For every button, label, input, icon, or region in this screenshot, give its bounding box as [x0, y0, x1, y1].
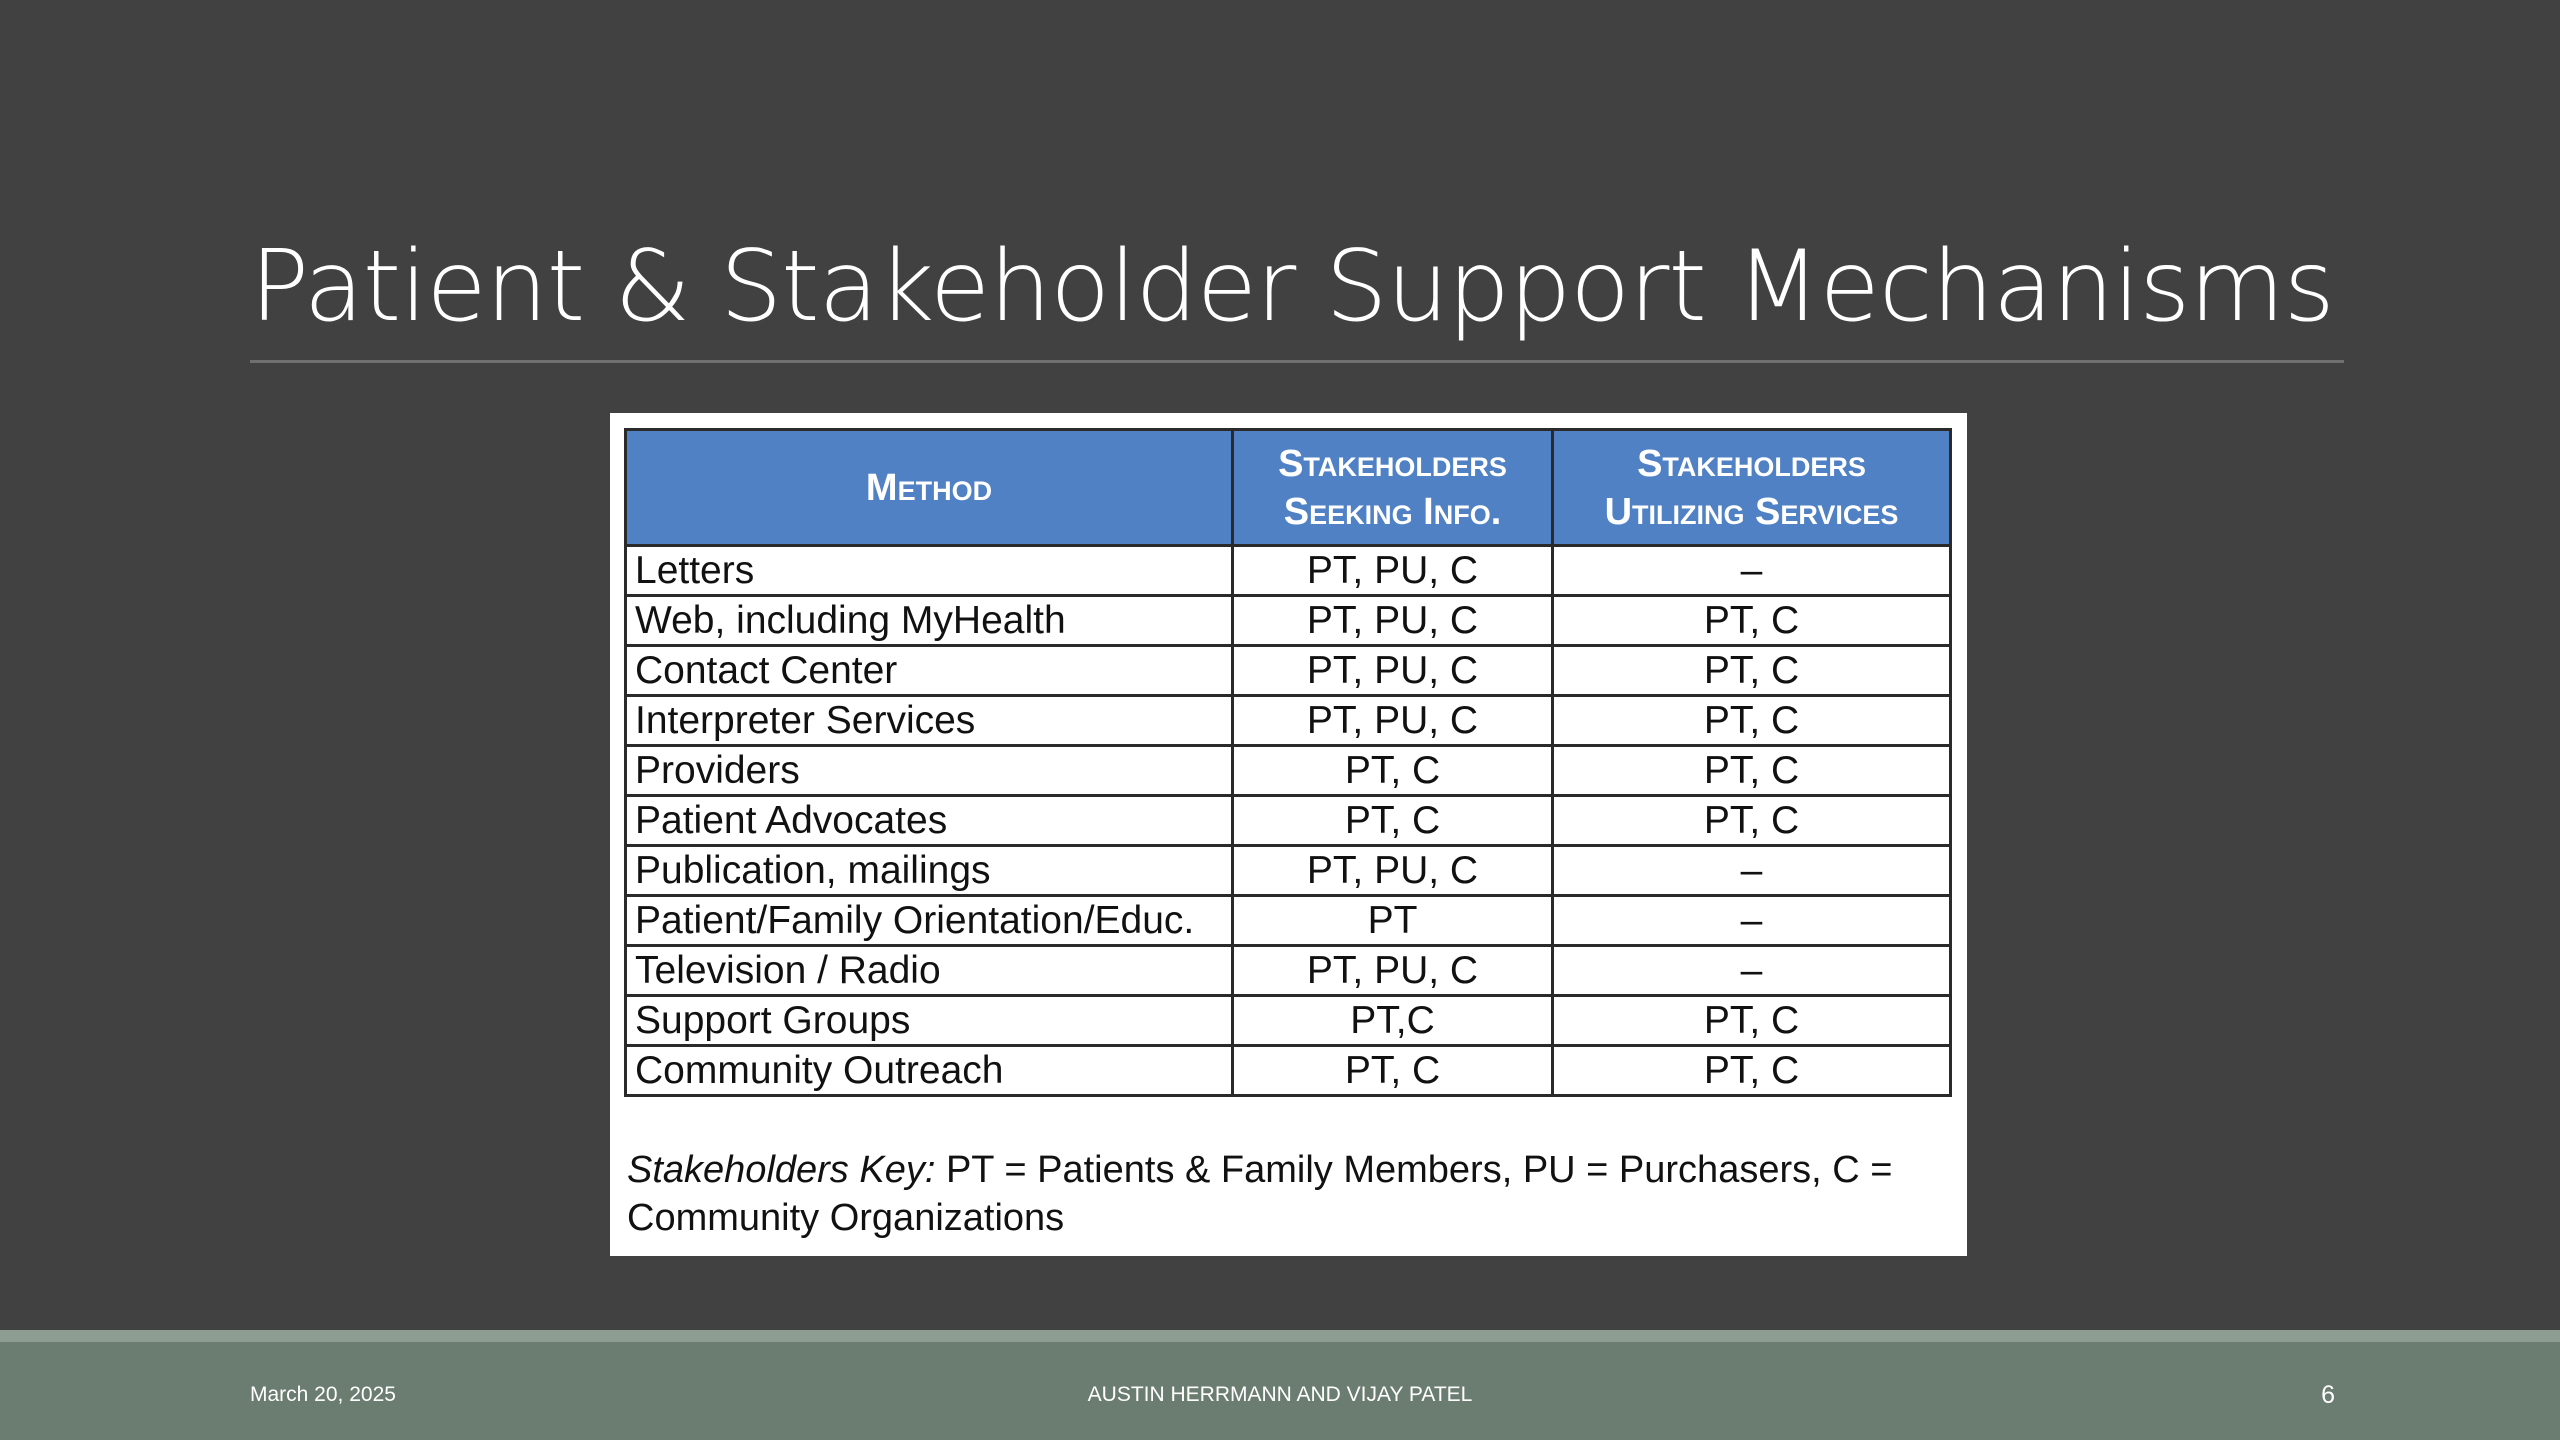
table-row	[626, 746, 1951, 796]
table-row	[626, 896, 1951, 946]
title-divider	[250, 360, 2344, 363]
methods-table	[624, 428, 1952, 1097]
footer-date: March 20, 2025	[250, 1383, 396, 1406]
stakeholders-key	[627, 1146, 1957, 1242]
utilizing-services-cell: PT, C	[1553, 996, 1951, 1046]
seeking-info-cell: PT, C	[1233, 796, 1553, 846]
seeking-info-cell: PT, PU, C	[1233, 946, 1553, 996]
seeking-info-cell: PT, C	[1233, 746, 1553, 796]
table-row	[626, 946, 1951, 996]
method-cell: Publication, mailings	[626, 846, 1233, 896]
column-header-seeking-info-label: Stakeholders Seeking Info.	[1278, 442, 1507, 533]
seeking-info-cell: PT, PU, C	[1233, 696, 1553, 746]
utilizing-services-cell: PT, C	[1553, 596, 1951, 646]
stakeholders-key-text: PT = Patients & Family Members, PU = Purchasers, C = Community Organizations	[627, 1149, 1893, 1239]
utilizing-services-cell: PT, C	[1553, 796, 1951, 846]
utilizing-services-cell: –	[1553, 546, 1951, 596]
seeking-info-cell: PT, PU, C	[1233, 596, 1553, 646]
page-number: 6	[2321, 1381, 2335, 1409]
utilizing-services-cell: PT, C	[1553, 646, 1951, 696]
seeking-info-cell: PT	[1233, 896, 1553, 946]
method-cell: Contact Center	[626, 646, 1233, 696]
table-row	[626, 646, 1951, 696]
method-cell: Community Outreach	[626, 1046, 1233, 1096]
method-cell: Support Groups	[626, 996, 1233, 1046]
column-header-utilizing-services	[1553, 430, 1951, 546]
table-row	[626, 1046, 1951, 1096]
table-row	[626, 796, 1951, 846]
stakeholders-key-label: Stakeholders Key:	[627, 1149, 936, 1191]
utilizing-services-cell: PT, C	[1553, 696, 1951, 746]
method-cell: Television / Radio	[626, 946, 1233, 996]
table-row	[626, 696, 1951, 746]
utilizing-services-cell: PT, C	[1553, 1046, 1951, 1096]
method-cell: Web, including MyHealth	[626, 596, 1233, 646]
table-row	[626, 996, 1951, 1046]
footer-accent-strip	[0, 1330, 2560, 1342]
method-cell: Providers	[626, 746, 1233, 796]
table-row	[626, 846, 1951, 896]
utilizing-services-cell: –	[1553, 946, 1951, 996]
utilizing-services-cell: –	[1553, 846, 1951, 896]
slide-title: Patient & Stakeholder Support Mechanisms	[250, 230, 2334, 344]
method-cell: Patient/Family Orientation/Educ.	[626, 896, 1233, 946]
utilizing-services-cell: PT, C	[1553, 746, 1951, 796]
seeking-info-cell: PT, PU, C	[1233, 846, 1553, 896]
table-header-row	[626, 430, 1951, 546]
column-header-method: Method	[626, 430, 1233, 546]
table-row	[626, 596, 1951, 646]
table-row	[626, 546, 1951, 596]
utilizing-services-cell: –	[1553, 896, 1951, 946]
seeking-info-cell: PT, PU, C	[1233, 646, 1553, 696]
seeking-info-cell: PT, PU, C	[1233, 546, 1553, 596]
column-header-seeking-info	[1233, 430, 1553, 546]
method-cell: Interpreter Services	[626, 696, 1233, 746]
seeking-info-cell: PT,C	[1233, 996, 1553, 1046]
seeking-info-cell: PT, C	[1233, 1046, 1553, 1096]
method-cell: Letters	[626, 546, 1233, 596]
column-header-utilizing-services-label: Stakeholders Utilizing Services	[1604, 442, 1899, 533]
methods-table-image	[610, 413, 1967, 1256]
method-cell: Patient Advocates	[626, 796, 1233, 846]
footer-authors: AUSTIN HERRMANN AND VIJAY PATEL	[1087, 1383, 1473, 1406]
